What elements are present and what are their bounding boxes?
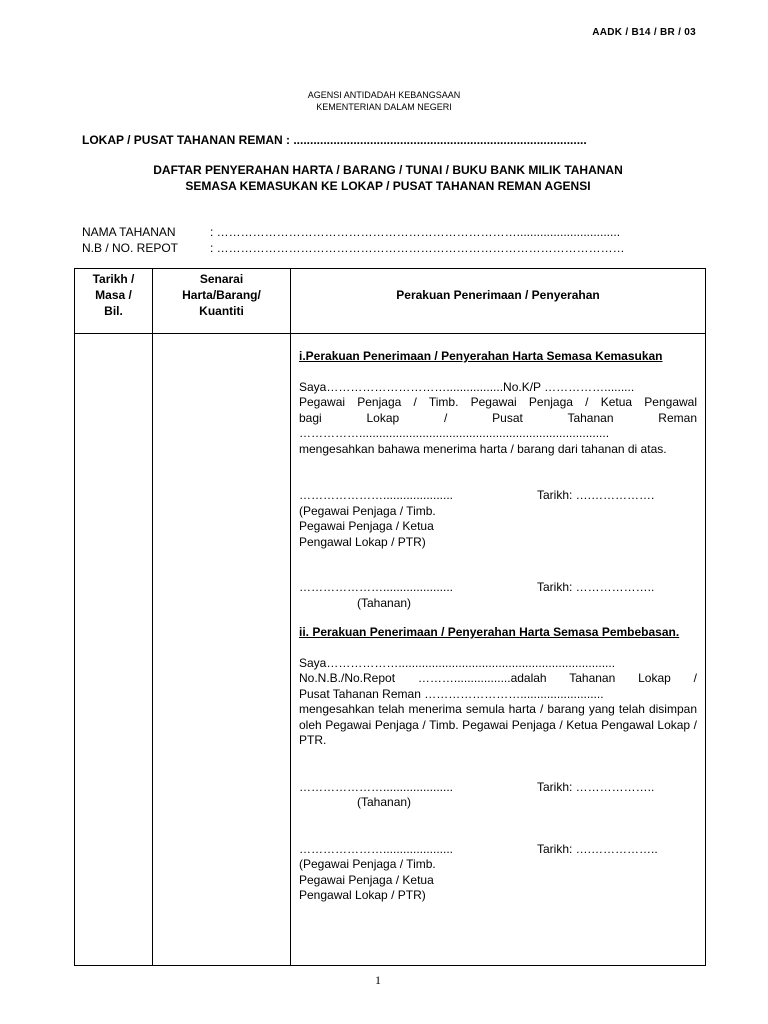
section1-line-blank[interactable]: ……………...........................................................................: [299, 426, 610, 440]
nama-tahanan-label: NAMA TAHANAN: [82, 225, 176, 239]
nama-tahanan-field[interactable]: : …………………………………………………………………...............................: [210, 225, 621, 239]
form-reference-code: AADK / B14 / BR / 03: [592, 27, 696, 38]
form-title: [0, 162, 768, 194]
officer-role: Pengawal Lokap / PTR): [299, 534, 426, 549]
section2-detainee-signature: [299, 780, 697, 796]
nb-repot-label: N.B / NO. REPOT: [82, 241, 179, 255]
detainee-role: (Tahanan): [357, 595, 412, 610]
officer-role: (Pegawai Penjaga / Timb.: [299, 857, 436, 871]
detainee-role: (Tahanan): [357, 795, 412, 809]
header-divider: [75, 333, 705, 334]
section1-line-role: Pegawai Penjaga / Timb. Pegawai Penjaga / Ketua Pengawal: [299, 395, 697, 409]
form-title-line2: SEMASA KEMASUKAN KE LOKAP / PUSAT TAHANAN REMAN AGENSI: [185, 179, 591, 193]
nb-repot-field[interactable]: : …………………………………………………………………………………………: [210, 241, 625, 255]
officer-role: Pegawai Penjaga / Ketua: [299, 519, 434, 533]
header-senarai-harta: Senarai Harta/Barang/ Kuantiti: [182, 272, 261, 318]
form-title-line1: DAFTAR PENYERAHAN HARTA / BARANG / TUNAI / BUKU BANK MILIK TAHANAN: [153, 163, 623, 177]
date-field[interactable]: Tarikh: ….…………….: [537, 488, 655, 502]
date-field[interactable]: Tarikh: ………………..: [537, 580, 655, 594]
section1-line-saya[interactable]: Saya………………………….................No.K/P …………….........: [299, 379, 635, 394]
signature-line[interactable]: ………………….....................: [299, 488, 454, 502]
nama-tahanan-row: [82, 224, 625, 240]
section1-line-confirm: mengesahkan bahawa menerima harta / barang dari tahanan di atas.: [299, 441, 667, 456]
nb-repot-row: [82, 240, 625, 256]
section2-line-nb: No.N.B./No.Repot ……….................adalah Tahanan Lokap /: [299, 671, 697, 685]
section2-line-confirm: mengesahkan telah menerima semula harta / barang yang telah disimpan oleh Pegawai Penjaga / Timb. Pegawai Penjaga / Ketua Pengawal Lokap / PTR.: [299, 702, 697, 747]
column-divider: [152, 269, 153, 965]
property-table: [74, 268, 706, 966]
section1-officer-signature: [299, 488, 697, 504]
signature-line[interactable]: ………………….....................: [299, 580, 454, 594]
officer-role: Pengawal Lokap / PTR): [299, 888, 426, 902]
section1-line-lokap: bagi Lokap / Pusat Tahanan Reman: [299, 410, 697, 425]
header-perakuan: Perakuan Penerimaan / Penyerahan: [396, 288, 600, 302]
officer-role: Pegawai Penjaga / Ketua: [299, 872, 434, 887]
agency-header: [0, 89, 768, 113]
ministry-name: KEMENTERIAN DALAM NEGERI: [316, 102, 452, 112]
date-field[interactable]: Tarikh: ………………..: [537, 779, 655, 794]
header-tarikh-masa-bil: Tarikh / Masa / Bil.: [92, 272, 135, 318]
section2-heading: ii. Perakuan Penerimaan / Penyerahan Harta Semasa Pembebasan.: [299, 625, 680, 639]
signature-line[interactable]: ………………….....................: [299, 841, 454, 856]
section2-officer-signature: [299, 842, 697, 858]
perakuan-cell: [299, 349, 697, 904]
officer-role: (Pegawai Penjaga / Timb.: [299, 503, 436, 518]
detainee-fields: [82, 224, 625, 256]
agency-name: AGENSI ANTIDADAH KEBANGSAAN: [307, 90, 461, 100]
section2-line-saya[interactable]: Saya……………….................................................................: [299, 655, 616, 670]
date-field[interactable]: Tarikh: ….……………..: [537, 841, 658, 856]
section1-detainee-signature: [299, 580, 697, 596]
signature-line[interactable]: ………………….....................: [299, 779, 454, 794]
lokap-line: LOKAP / PUSAT TAHANAN REMAN : ........................................................................................: [82, 133, 587, 147]
page-number: 1: [375, 973, 381, 987]
section2-line-ptr[interactable]: Pusat Tahanan Reman …………………….........................: [299, 686, 604, 701]
section1-heading: i.Perakuan Penerimaan / Penyerahan Harta Semasa Kemasukan: [299, 349, 663, 363]
column-divider: [290, 269, 291, 965]
